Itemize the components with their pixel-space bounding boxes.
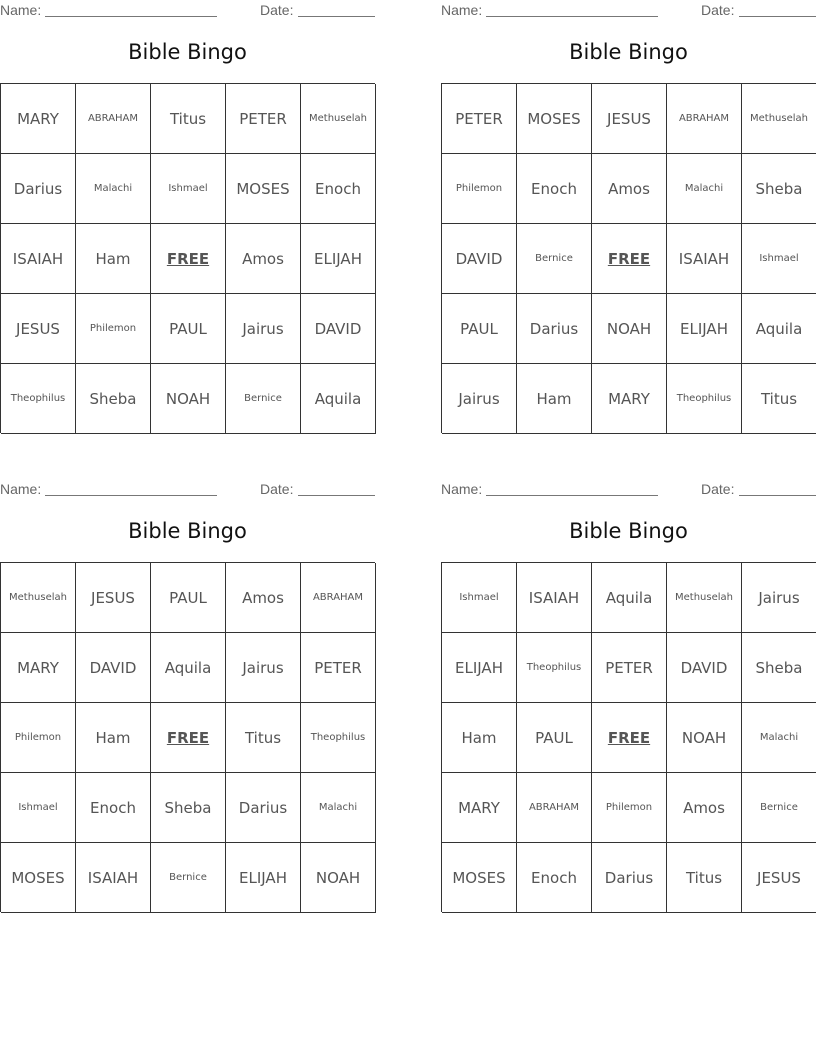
bingo-cell: PAUL (151, 294, 226, 364)
bingo-grid (441, 562, 816, 912)
bingo-cell: DAVID (667, 633, 742, 703)
bingo-cell: MOSES (1, 843, 76, 913)
bingo-cell: Sheba (76, 364, 151, 434)
bingo-cell: ELIJAH (442, 633, 517, 703)
bingo-grid (0, 83, 375, 433)
bingo-cell: PETER (301, 633, 376, 703)
bingo-cell: DAVID (442, 224, 517, 294)
bingo-cell: ELIJAH (226, 843, 301, 913)
bingo-cell: Enoch (517, 843, 592, 913)
bingo-cell: PETER (226, 84, 301, 154)
bingo-cell: Darius (226, 773, 301, 843)
date-line (739, 495, 816, 496)
bingo-cell: ISAIAH (76, 843, 151, 913)
bingo-cell: Theophilus (517, 633, 592, 703)
bingo-cell: Malachi (667, 154, 742, 224)
bingo-cell: ABRAHAM (517, 773, 592, 843)
bingo-cell: NOAH (592, 294, 667, 364)
bingo-cell: NOAH (667, 703, 742, 773)
name-line (486, 16, 658, 17)
bingo-cell: Ishmael (1, 773, 76, 843)
bingo-cell: Darius (517, 294, 592, 364)
bingo-cell: PETER (592, 633, 667, 703)
card-title: Bible Bingo (569, 40, 688, 64)
bingo-cell: Enoch (517, 154, 592, 224)
bingo-cell: JESUS (1, 294, 76, 364)
bingo-cell: Aquila (301, 364, 376, 434)
card-title: Bible Bingo (128, 519, 247, 543)
date-label: Date: (260, 481, 294, 497)
bingo-cell: Jairus (226, 294, 301, 364)
free-space-cell: FREE (151, 224, 226, 294)
card-title: Bible Bingo (128, 40, 247, 64)
card-header (0, 479, 375, 501)
bingo-cell: Ishmael (442, 563, 517, 633)
free-space-cell: FREE (592, 703, 667, 773)
bingo-cell: ISAIAH (667, 224, 742, 294)
bingo-cell: Ham (517, 364, 592, 434)
bingo-cell: Ham (442, 703, 517, 773)
bingo-cell: ABRAHAM (76, 84, 151, 154)
bingo-cell: Philemon (76, 294, 151, 364)
bingo-cell: Bernice (151, 843, 226, 913)
bingo-cell: MARY (442, 773, 517, 843)
bingo-cell: Aquila (742, 294, 816, 364)
free-space-cell: FREE (151, 703, 226, 773)
bingo-cell: Aquila (151, 633, 226, 703)
bingo-cell: Jairus (742, 563, 816, 633)
bingo-cell: Philemon (442, 154, 517, 224)
card-title: Bible Bingo (569, 519, 688, 543)
bingo-cell: NOAH (301, 843, 376, 913)
bingo-cell: MARY (1, 633, 76, 703)
bingo-cell: PAUL (442, 294, 517, 364)
bingo-cell: MOSES (226, 154, 301, 224)
bingo-cell: Methuselah (742, 84, 816, 154)
bingo-cell: Theophilus (1, 364, 76, 434)
bingo-cell: Bernice (742, 773, 816, 843)
bingo-cell: NOAH (151, 364, 226, 434)
bingo-cell: Sheba (151, 773, 226, 843)
card-header (441, 0, 816, 22)
bingo-cell: Theophilus (301, 703, 376, 773)
bingo-cell: Enoch (76, 773, 151, 843)
bingo-cell: Malachi (742, 703, 816, 773)
free-space-cell: FREE (592, 224, 667, 294)
bingo-grid (0, 562, 375, 912)
bingo-card-2 (441, 0, 816, 408)
bingo-cell: Enoch (301, 154, 376, 224)
bingo-cell: MOSES (442, 843, 517, 913)
bingo-cell: ELIJAH (301, 224, 376, 294)
bingo-cell: Philemon (592, 773, 667, 843)
bingo-card-1 (0, 0, 375, 408)
bingo-cell: Ishmael (742, 224, 816, 294)
bingo-card-3 (0, 479, 375, 887)
bingo-cell: JESUS (742, 843, 816, 913)
date-label: Date: (701, 481, 735, 497)
bingo-cell: MARY (1, 84, 76, 154)
bingo-cell: Darius (592, 843, 667, 913)
name-label: Name: (0, 2, 42, 18)
bingo-cell: Amos (592, 154, 667, 224)
bingo-cell: MARY (592, 364, 667, 434)
name-line (45, 495, 217, 496)
bingo-cell: ABRAHAM (667, 84, 742, 154)
bingo-cell: Malachi (76, 154, 151, 224)
bingo-cell: PAUL (517, 703, 592, 773)
bingo-cell: Ham (76, 703, 151, 773)
bingo-cell: Amos (667, 773, 742, 843)
bingo-cell: Amos (226, 224, 301, 294)
bingo-cell: Darius (1, 154, 76, 224)
name-line (486, 495, 658, 496)
bingo-cell: JESUS (76, 563, 151, 633)
bingo-cell: ISAIAH (517, 563, 592, 633)
name-line (45, 16, 217, 17)
date-label: Date: (260, 2, 294, 18)
bingo-cell: Methuselah (1, 563, 76, 633)
bingo-cell: DAVID (76, 633, 151, 703)
bingo-cell: DAVID (301, 294, 376, 364)
card-header (0, 0, 375, 22)
name-label: Name: (0, 481, 42, 497)
bingo-cell: ELIJAH (667, 294, 742, 364)
bingo-cell: Sheba (742, 633, 816, 703)
bingo-cell: ABRAHAM (301, 563, 376, 633)
name-label: Name: (441, 481, 483, 497)
bingo-card-4 (441, 479, 816, 887)
bingo-grid (441, 83, 816, 433)
bingo-cell: Methuselah (301, 84, 376, 154)
date-label: Date: (701, 2, 735, 18)
bingo-cell: Titus (742, 364, 816, 434)
date-line (298, 495, 375, 496)
date-line (298, 16, 375, 17)
bingo-cell: Philemon (1, 703, 76, 773)
bingo-cell: Malachi (301, 773, 376, 843)
bingo-cell: Theophilus (667, 364, 742, 434)
bingo-cell: Amos (226, 563, 301, 633)
bingo-cell: Titus (667, 843, 742, 913)
bingo-cell: Ham (76, 224, 151, 294)
bingo-cell: Jairus (442, 364, 517, 434)
bingo-cell: JESUS (592, 84, 667, 154)
bingo-cell: Ishmael (151, 154, 226, 224)
bingo-cell: Aquila (592, 563, 667, 633)
date-line (739, 16, 816, 17)
bingo-cell: Methuselah (667, 563, 742, 633)
bingo-cell: PETER (442, 84, 517, 154)
bingo-cell: ISAIAH (1, 224, 76, 294)
bingo-cell: Bernice (226, 364, 301, 434)
card-header (441, 479, 816, 501)
bingo-cell: Sheba (742, 154, 816, 224)
bingo-cell: Jairus (226, 633, 301, 703)
bingo-cell: Bernice (517, 224, 592, 294)
bingo-cell: MOSES (517, 84, 592, 154)
bingo-cell: Titus (151, 84, 226, 154)
bingo-cell: PAUL (151, 563, 226, 633)
bingo-cell: Titus (226, 703, 301, 773)
name-label: Name: (441, 2, 483, 18)
